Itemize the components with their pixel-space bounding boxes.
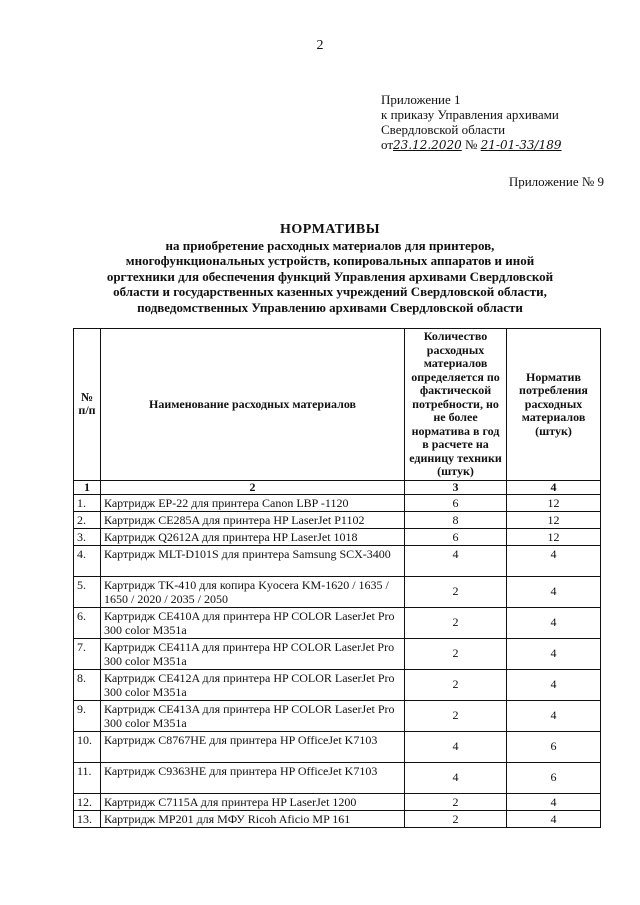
table-row <box>74 528 601 545</box>
row-qty: 6 <box>405 528 507 545</box>
row-name: Картридж CE285A для принтера HP LaserJet P1102 <box>101 511 405 528</box>
row-name: Картридж C9363HE для принтера HP OfficeJet K7103 <box>101 762 405 793</box>
order-number: 21-01-33/189 <box>480 138 562 152</box>
row-num: 1. <box>74 494 101 511</box>
row-qty: 6 <box>405 494 507 511</box>
row-name: Картридж CE413A для принтера HP COLOR LaserJet Pro 300 color M351a <box>101 700 405 731</box>
row-name: Картридж TK-410 для копира Kyocera KM-1620 / 1635 / 1650 / 2020 / 2035 / 2050 <box>101 576 405 607</box>
row-num: 10. <box>74 731 101 762</box>
column-number-row <box>74 480 601 494</box>
column-number: 1 <box>74 480 101 494</box>
row-qty: 4 <box>405 731 507 762</box>
table-row <box>74 762 601 793</box>
table-row <box>74 731 601 762</box>
row-name: Картридж C8767HE для принтера HP OfficeJet K7103 <box>101 731 405 762</box>
header-norm: Норматив потребления расходных материалов (штук) <box>507 329 601 481</box>
row-name: Картридж MP201 для МФУ Ricoh Aficio MP 161 <box>101 810 405 827</box>
row-norm: 6 <box>507 731 601 762</box>
table-row <box>74 545 601 576</box>
row-name: Картридж EP-22 для принтера Canon LBP -1120 <box>101 494 405 511</box>
row-norm: 4 <box>507 545 601 576</box>
table-row <box>74 638 601 669</box>
row-name: Картридж CE410A для принтера HP COLOR LaserJet Pro 300 color M351a <box>101 607 405 638</box>
row-num: 5. <box>74 576 101 607</box>
table-row <box>74 669 601 700</box>
title-main: НОРМАТИВЫ <box>280 222 380 237</box>
row-name: Картридж C7115A для принтера HP LaserJet 1200 <box>101 793 405 810</box>
appendix-number: Приложение № 9 <box>508 174 604 189</box>
header-quantity: Количество расходных материалов определяется по фактической потребности, но не более норматива в год в расчете на единицу техники (штук) <box>405 329 507 481</box>
row-norm: 4 <box>507 810 601 827</box>
row-num: 12. <box>74 793 101 810</box>
row-norm: 12 <box>507 511 601 528</box>
row-qty: 2 <box>405 607 507 638</box>
row-norm: 4 <box>507 607 601 638</box>
row-qty: 2 <box>405 810 507 827</box>
row-qty: 2 <box>405 793 507 810</box>
row-qty: 2 <box>405 700 507 731</box>
row-norm: 4 <box>507 793 601 810</box>
row-norm: 4 <box>507 669 601 700</box>
page-number: 2 <box>316 38 324 53</box>
table-row <box>74 494 601 511</box>
header-name: Наименование расходных материалов <box>101 329 405 481</box>
table-header-row <box>74 329 601 481</box>
column-number: 4 <box>507 480 601 494</box>
row-num: 6. <box>74 607 101 638</box>
row-num: 11. <box>74 762 101 793</box>
row-qty: 4 <box>405 762 507 793</box>
row-qty: 2 <box>405 576 507 607</box>
table-row <box>74 576 601 607</box>
table-row <box>74 511 601 528</box>
row-name: Картридж Q2612A для принтера HP LaserJet 1018 <box>101 528 405 545</box>
row-qty: 8 <box>405 511 507 528</box>
row-qty: 4 <box>405 545 507 576</box>
header-num: № п/п <box>74 329 101 481</box>
document-title <box>60 222 600 316</box>
row-norm: 4 <box>507 576 601 607</box>
appendix-line-2: к приказу Управления архивами <box>381 107 559 122</box>
row-num: 7. <box>74 638 101 669</box>
row-qty: 2 <box>405 638 507 669</box>
title-line-5: подведомственных Управлению архивами Свердловской области <box>137 299 523 315</box>
row-norm: 4 <box>507 700 601 731</box>
appendix-date-line <box>381 137 562 153</box>
row-name: Картридж MLT-D101S для принтера Samsung SCX-3400 <box>101 545 405 576</box>
column-number: 3 <box>405 480 507 494</box>
row-num: 2. <box>74 511 101 528</box>
row-name: Картридж CE412A для принтера HP COLOR LaserJet Pro 300 color M351a <box>101 669 405 700</box>
row-norm: 4 <box>507 638 601 669</box>
title-line-3: оргтехники для обеспечения функций Управления архивами Свердловской <box>106 268 554 284</box>
appendix-block <box>381 92 562 153</box>
date-prefix: от <box>381 137 394 152</box>
row-name: Картридж CE411A для принтера HP COLOR LaserJet Pro 300 color M351a <box>101 638 405 669</box>
order-date: 23.12.2020 <box>393 138 462 152</box>
table-row <box>74 700 601 731</box>
row-norm: 12 <box>507 528 601 545</box>
table-row <box>74 810 601 827</box>
row-num: 8. <box>74 669 101 700</box>
row-num: 13. <box>74 810 101 827</box>
column-number: 2 <box>101 480 405 494</box>
norms-table <box>73 328 601 828</box>
row-norm: 12 <box>507 494 601 511</box>
appendix-line-3: Свердловской области <box>381 122 506 137</box>
table-row <box>74 607 601 638</box>
title-line-1: на приобретение расходных материалов для принтеров, <box>165 237 495 253</box>
row-qty: 2 <box>405 669 507 700</box>
title-line-4: области и государственных казенных учреждений Свердловской области, <box>113 284 547 300</box>
appendix-line-1: Приложение 1 <box>381 92 461 107</box>
row-num: 3. <box>74 528 101 545</box>
row-norm: 6 <box>507 762 601 793</box>
row-num: 9. <box>74 700 101 731</box>
row-num: 4. <box>74 545 101 576</box>
table-row <box>74 793 601 810</box>
number-prefix: № <box>464 137 478 152</box>
title-line-2: многофункциональных устройств, копировальных аппаратов и иной <box>125 253 535 269</box>
